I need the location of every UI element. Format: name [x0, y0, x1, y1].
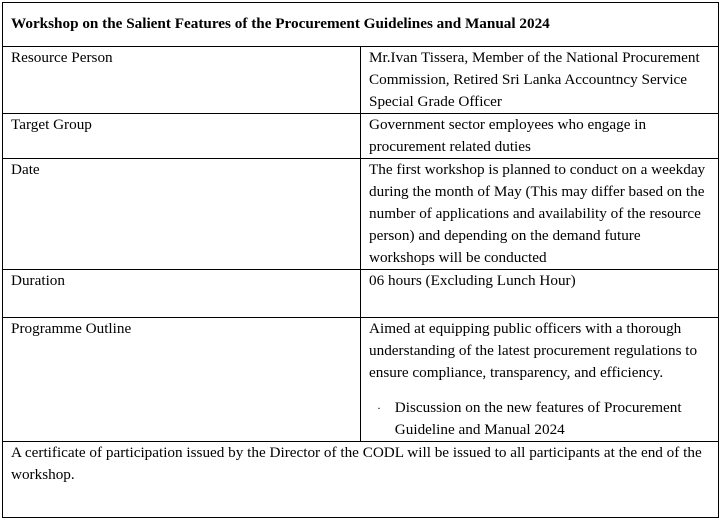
table-row-date: [3, 159, 719, 270]
table-row-footer: [3, 442, 719, 518]
programme-outline-value: Aimed at equipping public officers with a thorough understanding of the latest procurement regulations to ensure compliance, transparency, and efficiency.: [369, 320, 698, 381]
certificate-note: A certificate of participation issued by the Director of the CODL will be issued to all participants at the end of the workshop.: [3, 442, 719, 518]
table-row-resource-person: [3, 47, 719, 114]
outline-bullet-text: Discussion on the new features of Procurement Guideline and Manual 2024: [394, 399, 682, 438]
table-row-duration: [3, 270, 719, 318]
resource-person-label: Resource Person: [3, 47, 361, 114]
programme-outline-label: Programme Outline: [3, 318, 361, 442]
duration-value: 06 hours (Excluding Lunch Hour): [361, 270, 719, 318]
programme-outline-cell: [361, 318, 719, 442]
target-group-label: Target Group: [3, 114, 361, 159]
target-group-value: Government sector employees who engage in procurement related duties: [361, 114, 719, 159]
date-label: Date: [3, 159, 361, 270]
workshop-info-table: [2, 2, 719, 518]
table-row-programme-outline: [3, 318, 719, 442]
date-value: The first workshop is planned to conduct on a weekday during the month of May (This may differ based on the number of applications and availability of the resource person) and depending on the demand future workshops will be conducted: [361, 159, 719, 270]
outline-bullet-item: [369, 397, 710, 441]
bullet-dot-icon: ·: [377, 401, 381, 415]
duration-label: Duration: [3, 270, 361, 318]
table-row-target-group: [3, 114, 719, 159]
resource-person-value: Mr.Ivan Tissera, Member of the National Procurement Commission, Retired Sri Lanka Accountncy Service Special Grade Officer: [361, 47, 719, 114]
table-title: Workshop on the Salient Features of the Procurement Guidelines and Manual 2024: [3, 3, 719, 47]
